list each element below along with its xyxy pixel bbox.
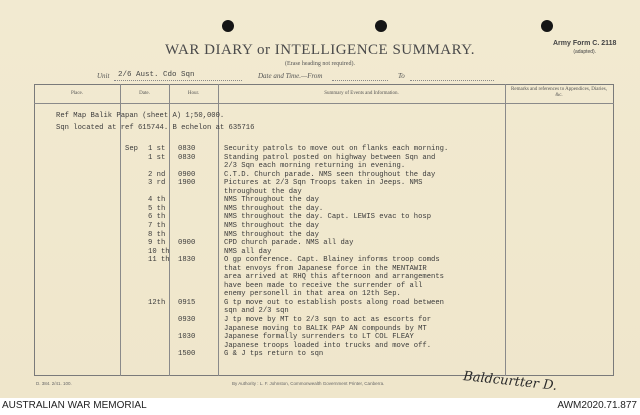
summary-column-header: Summary of Events and Information. — [324, 91, 399, 96]
punch-hole — [541, 20, 553, 32]
entry-text: G tp move out to establish posts along road between — [224, 298, 444, 307]
entry-month: Sep — [125, 145, 138, 153]
entry-text: G & J tps return to sqn — [224, 350, 324, 359]
date-column-header: Date. — [139, 91, 150, 96]
diary-entry-row — [0, 179, 640, 188]
entry-text: Japanese moving to BALIK PAP AN compounds by MT — [224, 324, 427, 333]
header-divider — [34, 103, 614, 104]
diary-entry-row — [0, 231, 640, 240]
entry-text: Japanese formally surrenders to LT COL FLEAY — [224, 333, 414, 342]
date-underline — [332, 80, 388, 81]
entry-text: CPD church parade. NMS all day — [224, 239, 354, 248]
date-label: Date and Time.—From — [258, 72, 323, 80]
entry-text: C.T.D. Church parade. NMS seen throughout the day — [224, 170, 436, 179]
entry-text: have been made to receive the surrender of all — [224, 281, 423, 290]
entry-text: NMS throughout the day — [224, 221, 319, 230]
entry-text: sqn and 2/3 sqn — [224, 307, 289, 316]
entry-text: throughout the day — [224, 187, 302, 196]
entry-text: NMS Throughout the day — [224, 196, 319, 205]
army-form-number: Army Form C. 2118 — [553, 40, 617, 47]
institution-name: AUSTRALIAN WAR MEMORIAL — [2, 400, 147, 411]
entry-text: enemy personell in that area on 12th Sep. — [224, 290, 401, 299]
diary-entry-row — [0, 316, 640, 325]
diary-entry-row — [0, 256, 640, 265]
diary-entry-row — [0, 239, 640, 248]
entry-day: 3 rd — [148, 179, 166, 188]
entry-text: NMS throughout the day. Capt. LEWIS evac to hosp — [224, 213, 432, 222]
to-label: To — [398, 72, 405, 80]
entry-day: 11 th — [148, 256, 170, 265]
entry-hour: 1900 — [178, 179, 196, 188]
unit-underline — [114, 80, 242, 81]
entry-hour: 0900 — [178, 239, 196, 248]
diary-entry-row — [0, 307, 640, 316]
entry-text: J tp move by MT to 2/3 sqn to act as escorts for — [224, 316, 432, 324]
remarks-column-header: Remarks and references to Appendices, Diaries, &c. — [511, 87, 607, 98]
entry-text: NMS all day — [224, 247, 272, 256]
entry-day: 5 th — [148, 204, 166, 213]
to-underline — [410, 80, 494, 81]
entry-hour: 0900 — [178, 170, 196, 179]
entry-text: Security patrols to move out on flanks each morning. — [224, 145, 449, 153]
entry-day: 4 th — [148, 196, 166, 205]
entry-day: 9 th — [148, 239, 166, 248]
diary-entry-row — [0, 248, 640, 257]
place-column-header: Place. — [70, 91, 84, 96]
location-line: Sqn located at ref 615744. B echelon at 635716 — [56, 124, 255, 132]
army-form-label — [553, 40, 616, 56]
map-reference: Ref Map Balik Papan (sheet A) 1;50,000. — [56, 112, 225, 120]
archive-footer — [0, 398, 640, 415]
diary-entry-row — [0, 145, 640, 154]
entry-day: 1 st — [148, 145, 166, 153]
diary-entry-row — [0, 154, 640, 163]
entry-day: 2 nd — [148, 170, 166, 179]
diary-entry-row — [0, 333, 640, 342]
diary-entry-row — [0, 350, 640, 359]
entry-text: Pictures at 2/3 Sqn Troops taken in Jeeps. NMS — [224, 179, 423, 188]
army-form-note: (adapted). — [573, 49, 597, 55]
entry-hour: 1830 — [178, 256, 196, 265]
unit-label: Unit — [97, 72, 110, 80]
entry-text: 2/3 Sqn each morning returning in evening. — [224, 162, 406, 171]
diary-entry-row — [0, 342, 640, 351]
entry-text: NMS throughout the day — [224, 230, 319, 239]
form-subtitle: (Erase heading not required). — [285, 61, 355, 67]
form-title: WAR DIARY or INTELLIGENCE SUMMARY. — [165, 42, 475, 58]
punch-hole — [222, 20, 234, 32]
entry-hour: 0915 — [178, 298, 196, 307]
punch-hole — [375, 20, 387, 32]
diary-entry-row — [0, 213, 640, 222]
diary-entry-row — [0, 299, 640, 308]
printer-mark: D. 384. 2/41. 100. — [36, 381, 72, 386]
diary-entry-row — [0, 282, 640, 291]
entry-day: 1 st — [148, 153, 166, 162]
entry-day: 10 th — [148, 247, 170, 256]
entry-day: 8 th — [148, 230, 166, 239]
diary-entry-row — [0, 162, 640, 171]
diary-entry-row — [0, 188, 640, 197]
hour-column-header: Hour. — [187, 91, 200, 96]
diary-entry-row — [0, 222, 640, 231]
entry-day: 7 th — [148, 221, 166, 230]
diary-entry-row — [0, 273, 640, 282]
entry-hour: 1030 — [178, 333, 196, 342]
entry-text: Standing patrol posted on highway between Sqn and — [224, 153, 436, 162]
entry-hour: 1500 — [178, 350, 196, 359]
diary-entry-row — [0, 205, 640, 214]
diary-entry-row — [0, 290, 640, 299]
signature: Baldcurtter D. — [462, 369, 558, 394]
record-id: AWM2020.71.877 — [557, 400, 637, 411]
entry-day: 12th — [148, 298, 166, 307]
entry-hour: 0830 — [178, 145, 196, 153]
diary-entry-row — [0, 196, 640, 205]
entry-day: 6 th — [148, 213, 166, 222]
diary-entry-row — [0, 171, 640, 180]
entry-text: Japanese troops loaded into trucks and move off. — [224, 341, 432, 350]
entry-text: area arrived at RHQ this afternoon and arrangements — [224, 273, 444, 282]
entry-text: O gp conference. Capt. Blainey informs troop comds — [224, 256, 440, 265]
diary-entry-row — [0, 265, 640, 274]
entry-hour: 0830 — [178, 153, 196, 162]
entry-text: NMS throughout the day. — [224, 204, 324, 213]
unit-value: 2/6 Aust. Cdo Sqn — [118, 71, 195, 79]
diary-entry-row — [0, 325, 640, 334]
printing-authority: By Authority : L. F. Johnston, Commonwealth Government Printer, Canberra. — [232, 381, 385, 386]
entry-hour: 0930 — [178, 316, 196, 324]
entry-text: that envoys from Japanese force in the MENTAWIR — [224, 264, 427, 273]
